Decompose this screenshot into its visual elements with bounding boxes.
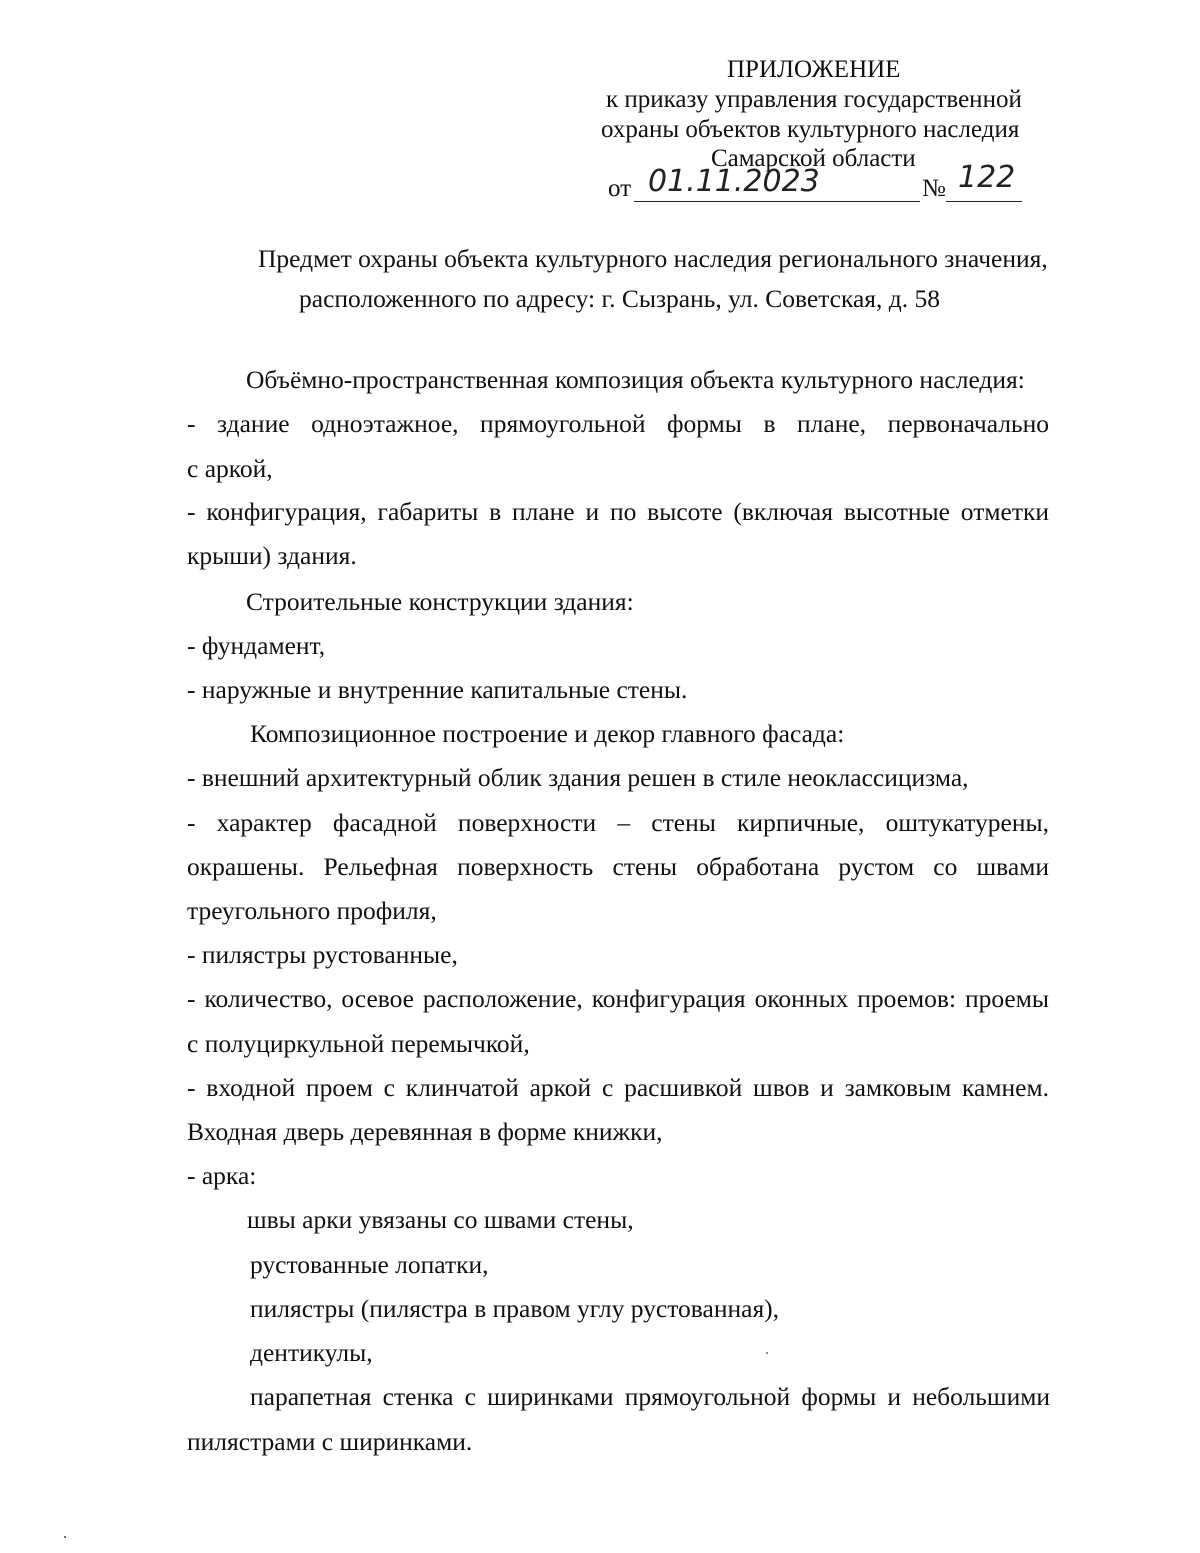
facade-item-4-cont: с полуциркульной перемычкой, (187, 1029, 530, 1058)
section-heading-volume: Объёмно-пространственная композиция объекта культурного наследия: (246, 365, 1025, 394)
header-line-1: к приказу управления государственной (606, 86, 1022, 113)
scan-speck (766, 1352, 768, 1354)
document-title-line-2: расположенного по адресу: г. Сызрань, ул. Советская, д. 58 (299, 284, 941, 313)
section-heading-construction: Строительные конструкции здания: (246, 587, 634, 616)
arch-item-5: парапетная стенка с ширинками прямоугольной формы и небольшими (250, 1382, 1050, 1411)
arch-item-3: пилястры (пилястра в правом углу рустованная), (250, 1294, 780, 1323)
volume-item-2: - конфигурация, габариты в плане и по высоте (включая высотные отметки (187, 497, 1049, 526)
date-underline (634, 201, 920, 202)
appendix-title: ПРИЛОЖЕНИЕ (727, 56, 901, 83)
header-line-3: Самарской области (711, 145, 916, 172)
handwritten-number: 122 (958, 160, 1016, 195)
volume-item-1-cont: с аркой, (187, 454, 273, 483)
section-heading-facade: Композиционное построение и декор главного фасада: (250, 719, 845, 748)
arch-item-1: швы арки увязаны со швами стены, (247, 1205, 634, 1234)
facade-item-4: - количество, осевое расположение, конфигурация оконных проемов: проемы (187, 984, 1049, 1013)
facade-item-5-cont: Входная дверь деревянная в форме книжки, (187, 1117, 663, 1146)
handwritten-date: 01.11.2023 (648, 164, 820, 199)
facade-item-2-cont-1: окрашены. Рельефная поверхность стены обработана рустом со швами (187, 852, 1049, 881)
date-prefix: от (608, 175, 632, 202)
arch-item-4: дентикулы, (250, 1338, 373, 1367)
arch-item-5-cont: пилястрами с ширинками. (187, 1427, 473, 1456)
header-line-2: охраны объектов культурного наследия (601, 116, 1020, 143)
facade-item-5: - входной проем с клинчатой аркой с расшивкой швов и замковым камнем. (187, 1073, 1049, 1102)
facade-item-2-cont-2: треугольного профиля, (187, 896, 437, 925)
facade-item-2: - характер фасадной поверхности – стены кирпичные, оштукатурены, (187, 808, 1049, 837)
facade-item-1: - внешний архитектурный облик здания решен в стиле неоклассицизма, (187, 763, 969, 792)
facade-item-3: - пилястры рустованные, (187, 940, 458, 969)
arch-item-2: рустованные лопатки, (250, 1250, 489, 1279)
document-title-line-1: Предмет охраны объекта культурного наследия регионального значения, (258, 244, 1048, 273)
construction-item-1: - фундамент, (187, 631, 326, 660)
volume-item-1: - здание одноэтажное, прямоугольной формы в плане, первоначально (187, 409, 1049, 438)
volume-item-2-cont: крыши) здания. (187, 541, 357, 570)
facade-item-6: - арка: (187, 1161, 257, 1190)
scan-speck (64, 1536, 66, 1538)
number-prefix: № (922, 175, 946, 202)
construction-item-2: - наружные и внутренние капитальные стены. (187, 675, 688, 704)
number-underline (946, 201, 1022, 202)
